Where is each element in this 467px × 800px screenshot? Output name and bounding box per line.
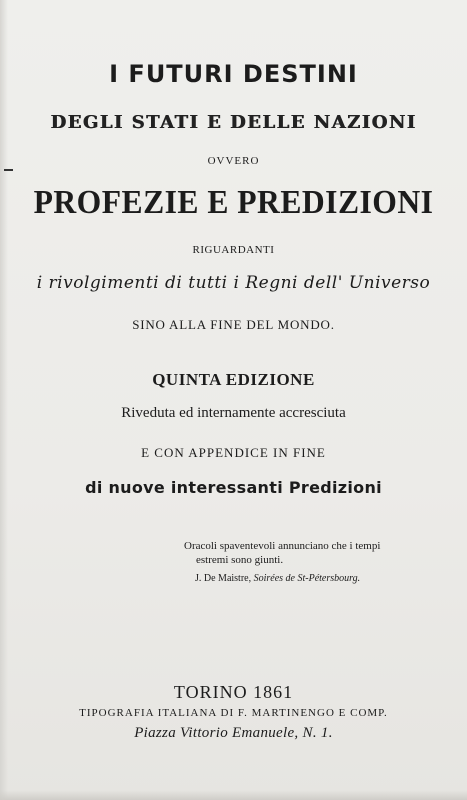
revision-line: Riveduta ed internamente accresciuta (121, 405, 346, 421)
title-line-1: I FUTURI DESTINI (109, 60, 358, 88)
epigraph-attribution (195, 573, 360, 584)
appendix-line: E CON APPENDICE IN FINE (141, 445, 326, 460)
until-line: SINO ALLA FINE DEL MONDO. (132, 317, 335, 332)
epigraph-work: Soirées de St-Pétersbourg. (253, 573, 361, 584)
epigraph-line-2: estremi sono giunti. (196, 554, 284, 566)
edition-heading: QUINTA EDIZIONE (152, 370, 315, 389)
epigraph-line-1: Oracoli spaventevoli annunciano che i tempi (184, 540, 381, 552)
margin-mark (4, 169, 13, 171)
page-bottom-edge-shadow (0, 790, 467, 800)
epigraph-author: J. De Maistre, (195, 573, 252, 584)
imprint-printer: TIPOGRAFIA ITALIANA DI F. MARTINENGO E COMP. (79, 707, 388, 719)
connector-ovvero: OVVERO (207, 155, 260, 167)
subject-line: i rivolgimenti di tutti i Regni dell' Universo (36, 273, 431, 293)
main-title: PROFEZIE E PREDIZIONI (33, 184, 434, 221)
imprint-city-year: TORINO 1861 (173, 682, 294, 702)
riguardanti-text: RIGUARDANTI (192, 244, 275, 256)
title-line-2: DEGLI STATI E DELLE NAZIONI (50, 112, 417, 133)
imprint-address: Piazza Vittorio Emanuele, N. 1. (134, 725, 333, 741)
predictions-line: di nuove interessanti Predizioni (85, 478, 382, 497)
